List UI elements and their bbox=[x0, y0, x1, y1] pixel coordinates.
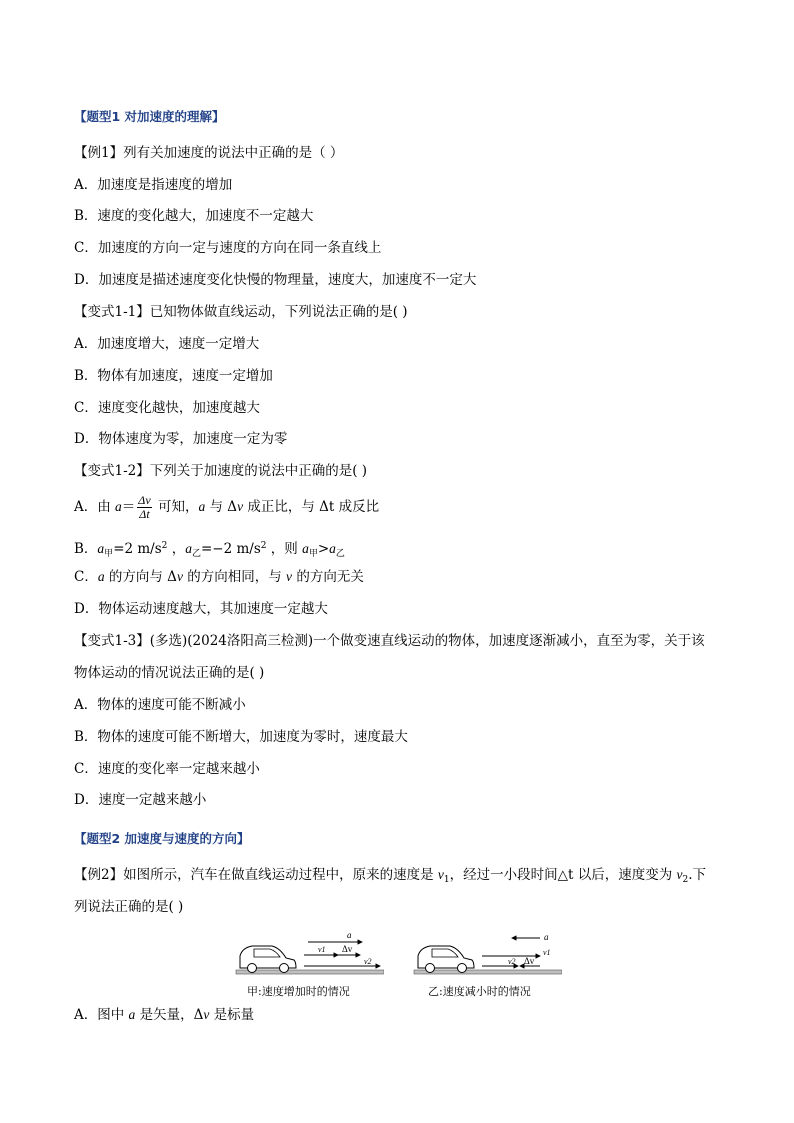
math-symbol: a bbox=[198, 499, 206, 514]
subscript: 乙 bbox=[335, 549, 345, 559]
subscript: 1 bbox=[443, 875, 450, 885]
variant-1-3-option-c: C．速度的变化率一定越来越小 bbox=[74, 761, 260, 777]
ground bbox=[414, 970, 562, 974]
option-text: =2 m/s bbox=[113, 541, 162, 557]
car-icon bbox=[418, 946, 474, 973]
option-text: ， bbox=[167, 541, 186, 557]
math-symbol: v bbox=[676, 867, 683, 882]
variant-1-3-option-a: A．物体的速度可能不断减小 bbox=[74, 697, 246, 713]
option-text: =−2 m/s bbox=[200, 541, 261, 557]
variant-1-1-stem: 【变式1-1】已知物体做直线运动，下列说法正确的是( ) bbox=[74, 304, 408, 320]
example-1-stem: 【例1】列有关加速度的说法中正确的是（ ） bbox=[74, 145, 344, 161]
figure-caption-right: 乙:速度减小时的情况 bbox=[428, 985, 531, 998]
subscript: 甲 bbox=[104, 549, 114, 559]
math-symbol: a bbox=[185, 541, 192, 556]
fraction-numerator: Δv bbox=[138, 493, 151, 507]
fraction bbox=[137, 494, 151, 521]
variant-1-1-option-c: C．速度变化越快，加速度越大 bbox=[74, 400, 260, 416]
math-symbol: a bbox=[97, 541, 105, 556]
option-text: 可知， bbox=[153, 499, 199, 515]
stem-text: ，经过一小段时间△t 以后，速度变为 bbox=[449, 867, 677, 883]
option-text: B． bbox=[74, 541, 98, 557]
example-1-option-d: D．加速度是描述速度变化快慢的物理量，速度大，加速度不一定大 bbox=[74, 272, 477, 288]
math-symbol: v bbox=[176, 569, 183, 584]
section-heading-1: 【题型1 对加速度的理解】 bbox=[74, 109, 225, 124]
variant-1-2-option-b bbox=[74, 537, 345, 563]
option-text: A．由 bbox=[74, 499, 116, 515]
math-symbol: a bbox=[302, 541, 309, 556]
option-text: 的方向与 Δ bbox=[104, 569, 177, 585]
stem-text: 【例2】如图所示，汽车在做直线运动过程中，原来的速度是 bbox=[74, 867, 438, 883]
example-1-option-c: C．加速度的方向一定与速度的方向在同一条直线上 bbox=[74, 240, 382, 256]
option-text: ，则 bbox=[266, 541, 303, 557]
label-delta-v: Δv bbox=[524, 956, 535, 966]
subscript: 甲 bbox=[308, 549, 318, 559]
variant-1-1-option-d: D．物体速度为零，加速度一定为零 bbox=[74, 431, 288, 447]
label-a: a bbox=[347, 930, 352, 940]
variant-1-3-stem-line-1: 【变式1-3】(多选)(2024洛阳高三检测)一个做变速直线运动的物体，加速度逐渐减小，直至为零，关于该 bbox=[74, 633, 705, 649]
option-text: C． bbox=[74, 569, 98, 585]
label-v1: v1 bbox=[318, 945, 326, 954]
option-text: 的方向无关 bbox=[292, 569, 364, 585]
variant-1-2-option-d: D．物体运动速度越大，其加速度一定越大 bbox=[74, 601, 328, 617]
math-symbol: a bbox=[128, 1007, 136, 1022]
figure-speed-increasing bbox=[234, 926, 384, 978]
variant-1-1-option-a: A．加速度增大，速度一定增大 bbox=[74, 336, 260, 352]
figure-speed-decreasing bbox=[412, 926, 562, 978]
greater-than-sign: > bbox=[317, 541, 330, 557]
math-symbol: v bbox=[286, 569, 293, 584]
option-text: 是标量 bbox=[209, 1007, 255, 1023]
math-symbol: a bbox=[115, 499, 122, 514]
subscript: 2 bbox=[682, 875, 689, 885]
math-symbol: v bbox=[237, 499, 244, 514]
variant-1-1-option-b: B．物体有加速度，速度一定增加 bbox=[74, 368, 273, 384]
variant-1-3-option-b: B．物体的速度可能不断增大，加速度为零时，速度最大 bbox=[74, 729, 408, 745]
label-delta-v: Δv bbox=[342, 944, 353, 954]
equals-sign: ＝ bbox=[121, 499, 136, 515]
variant-1-3-stem-line-2: 物体运动的情况说法正确的是( ) bbox=[74, 665, 265, 681]
variant-1-2-stem: 【变式1-2】下列关于加速度的说法中正确的是( ) bbox=[74, 463, 368, 479]
variant-1-2-option-a bbox=[74, 494, 379, 521]
example-2-option-a bbox=[74, 1006, 254, 1024]
superscript: 2 bbox=[260, 541, 267, 551]
subscript: 乙 bbox=[191, 549, 201, 559]
example-1-option-b: B．速度的变化越大，加速度不一定越大 bbox=[74, 208, 314, 224]
math-symbol: a bbox=[97, 569, 105, 584]
label-v1: v1 bbox=[543, 948, 551, 957]
label-v2: v2 bbox=[364, 957, 372, 966]
label-v2: v2 bbox=[508, 957, 516, 966]
option-text: 成正比，与 Δt 成反比 bbox=[243, 499, 380, 515]
superscript: 2 bbox=[161, 541, 168, 551]
option-text: A．图中 bbox=[74, 1007, 129, 1023]
fraction-denominator: Δt bbox=[139, 507, 150, 521]
option-text: 与 Δ bbox=[205, 499, 238, 515]
variant-1-2-option-c bbox=[74, 568, 364, 586]
math-symbol: v bbox=[437, 867, 444, 882]
example-2-stem-line-1 bbox=[74, 866, 706, 889]
option-text: 的方向相同，与 bbox=[182, 569, 287, 585]
option-text: 是矢量，Δ bbox=[135, 1007, 204, 1023]
math-symbol: a bbox=[329, 541, 336, 556]
variant-1-3-option-d: D．速度一定越来越小 bbox=[74, 792, 207, 808]
example-1-option-a: A．加速度是指速度的增加 bbox=[74, 177, 233, 193]
label-a: a bbox=[544, 932, 549, 942]
car-icon bbox=[240, 946, 296, 973]
ground bbox=[236, 970, 384, 974]
stem-text: .下 bbox=[688, 867, 707, 883]
figure-caption-left: 甲:速度增加时的情况 bbox=[247, 985, 350, 998]
section-heading-2: 【题型2 加速度与速度的方向】 bbox=[74, 831, 250, 846]
example-2-stem-line-2: 列说法正确的是( ) bbox=[74, 899, 184, 915]
math-symbol: v bbox=[203, 1007, 210, 1022]
